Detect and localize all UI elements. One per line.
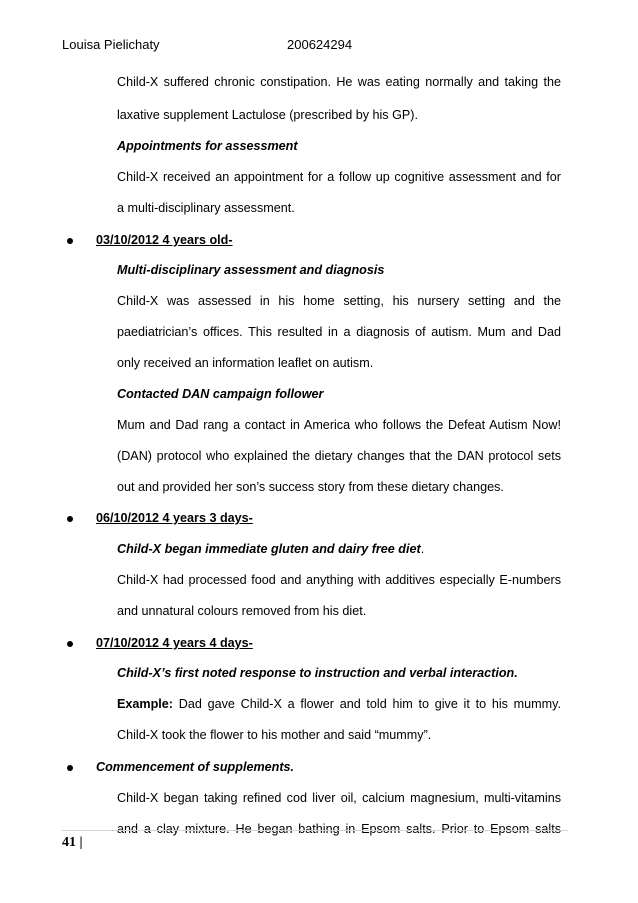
timeline-date-heading: 03/10/2012 4 years old- bbox=[96, 233, 233, 247]
page-number bbox=[62, 835, 83, 851]
author-name: Louisa Pielichaty bbox=[62, 37, 160, 52]
example-label: Example: bbox=[117, 697, 173, 711]
footer-divider bbox=[62, 830, 568, 831]
paragraph-line: only received an information leaflet on autism. bbox=[117, 356, 374, 370]
paragraph-line: Child-X received an appointment for a follow up cognitive assessment and for bbox=[117, 170, 561, 184]
page-number-value: 41 bbox=[62, 835, 76, 850]
paragraph-line: and unnatural colours removed from his diet. bbox=[117, 604, 367, 618]
page-number-separator: | bbox=[76, 835, 83, 850]
section-heading: Contacted DAN campaign follower bbox=[117, 387, 324, 401]
heading-period: . bbox=[420, 542, 425, 556]
section-heading: Appointments for assessment bbox=[117, 139, 298, 153]
paragraph-line: and a clay mixture. He began bathing in Epsom salts. Prior to Epsom salts bbox=[117, 822, 561, 836]
paragraph-line: (DAN) protocol who explained the dietary changes that the DAN protocol sets bbox=[117, 449, 561, 463]
section-heading: Multi-disciplinary assessment and diagnosis bbox=[117, 263, 385, 277]
paragraph-line: out and provided her son’s success story from these dietary changes. bbox=[117, 480, 504, 494]
timeline-date-heading: 06/10/2012 4 years 3 days- bbox=[96, 511, 253, 525]
paragraph-line: Child-X had processed food and anything with additives especially E-numbers bbox=[117, 573, 561, 587]
bullet-point bbox=[67, 516, 73, 522]
paragraph-line: Child-X was assessed in his home setting, his nursery setting and the bbox=[117, 294, 561, 308]
bullet-point bbox=[67, 641, 73, 647]
paragraph-line: Child-X suffered chronic constipation. He was eating normally and taking the bbox=[117, 75, 561, 89]
section-heading-line bbox=[117, 541, 561, 557]
example-text: Dad gave Child-X a flower and told him to give it to his mummy. bbox=[173, 697, 561, 711]
student-id: 200624294 bbox=[287, 37, 353, 52]
paragraph-line: Child-X began taking refined cod liver oil, calcium magnesium, multi-vitamins bbox=[117, 791, 561, 805]
page-header bbox=[62, 37, 353, 52]
section-heading: Child-X began immediate gluten and dairy free diet bbox=[117, 542, 421, 556]
paragraph-line: Child-X took the flower to his mother and said “mummy”. bbox=[117, 728, 432, 742]
bullet-point bbox=[67, 765, 73, 771]
section-heading: Child-X’s first noted response to instruction and verbal interaction. bbox=[117, 666, 518, 680]
paragraph-line: paediatrician’s offices. This resulted in a diagnosis of autism. Mum and Dad bbox=[117, 325, 561, 339]
paragraph-line: a multi-disciplinary assessment. bbox=[117, 201, 295, 215]
paragraph-line: laxative supplement Lactulose (prescribed by his GP). bbox=[117, 108, 418, 122]
section-heading: Commencement of supplements. bbox=[96, 760, 295, 774]
timeline-date-heading: 07/10/2012 4 years 4 days- bbox=[96, 636, 253, 650]
bullet-point bbox=[67, 238, 73, 244]
paragraph-line: Mum and Dad rang a contact in America who follows the Defeat Autism Now! bbox=[117, 418, 561, 432]
paragraph-line bbox=[117, 696, 561, 712]
